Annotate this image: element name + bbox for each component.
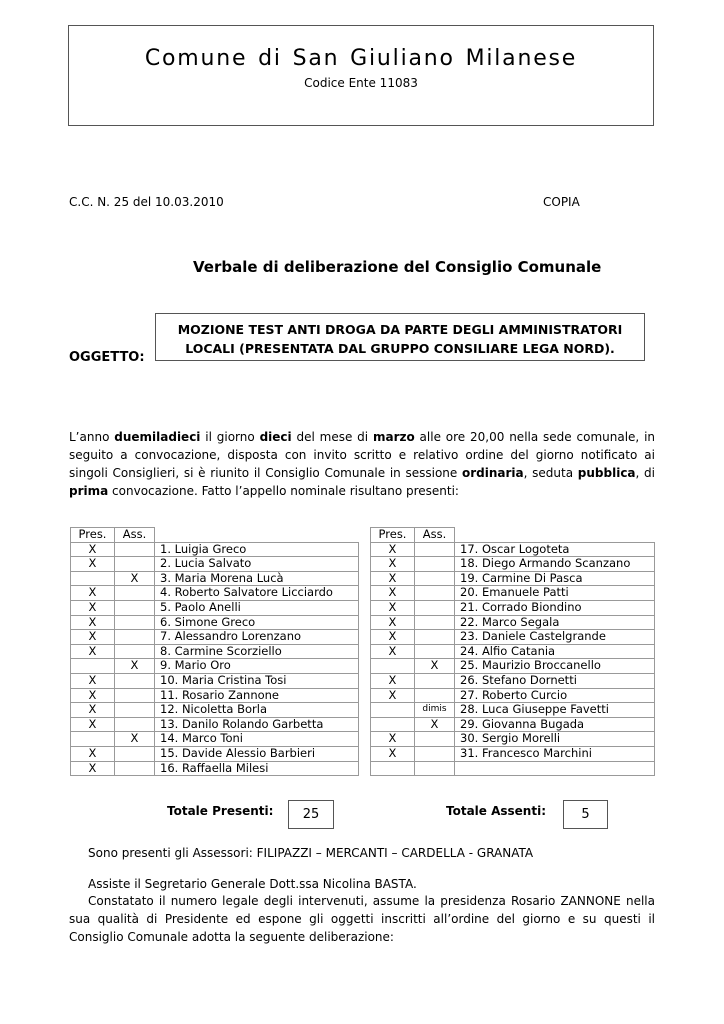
assessori-line: Sono presenti gli Assessori: FILIPAZZI – MERCANTI – CARDELLA - GRANATA <box>88 846 534 860</box>
absent-mark <box>415 571 455 586</box>
deliberation-reference: C.C. N. 25 del 10.03.2010 <box>69 195 224 209</box>
absent-mark <box>415 600 455 615</box>
col-ass-header: Ass. <box>415 528 455 543</box>
intro-paragraph <box>69 428 655 500</box>
present-mark: X <box>71 557 115 572</box>
col-pres-header: Pres. <box>371 528 415 543</box>
councillor-name: 28. Luca Giuseppe Favetti <box>455 703 655 718</box>
present-mark: X <box>71 717 115 732</box>
intro-text: convocazione. Fatto l’appello nominale risultano presenti: <box>108 484 459 498</box>
councillor-name: 9. Mario Oro <box>155 659 359 674</box>
present-mark: X <box>371 542 415 557</box>
table-row <box>71 659 359 674</box>
intro-text: , seduta <box>523 466 578 480</box>
table-row <box>371 586 655 601</box>
intro-session-type: ordinaria <box>462 466 524 480</box>
table-row <box>71 673 359 688</box>
segretario-line: Assiste il Segretario Generale Dott.ssa Nicolina BASTA. <box>88 877 417 891</box>
table-row <box>371 717 655 732</box>
present-mark: X <box>71 746 115 761</box>
absent-mark: X <box>115 732 155 747</box>
attendance-table-right <box>370 527 655 776</box>
oggetto-line-2: LOCALI (PRESENTATA DAL GRUPPO CONSILIARE LEGA NORD). <box>185 341 615 356</box>
absent-mark <box>115 542 155 557</box>
present-mark: X <box>71 644 115 659</box>
table-row <box>71 600 359 615</box>
absent-mark <box>115 586 155 601</box>
absent-mark <box>115 717 155 732</box>
absent-mark <box>415 688 455 703</box>
intro-text: , di <box>635 466 656 480</box>
present-mark <box>71 732 115 747</box>
present-mark: X <box>71 703 115 718</box>
absent-mark <box>115 630 155 645</box>
present-mark: X <box>71 761 115 776</box>
table-row <box>71 732 359 747</box>
present-mark: X <box>371 746 415 761</box>
table-row <box>71 703 359 718</box>
table-row <box>71 644 359 659</box>
present-mark: X <box>71 586 115 601</box>
present-mark: X <box>71 615 115 630</box>
councillor-name: 23. Daniele Castelgrande <box>455 630 655 645</box>
table-row <box>371 732 655 747</box>
absent-mark <box>115 600 155 615</box>
total-present-value: 25 <box>288 800 334 829</box>
table-row <box>371 542 655 557</box>
table-row <box>71 542 359 557</box>
absent-mark: X <box>415 717 455 732</box>
document-title: Verbale di deliberazione del Consiglio Comunale <box>193 258 602 276</box>
absent-mark <box>415 746 455 761</box>
table-row <box>71 586 359 601</box>
intro-text: alle ore 20,00 nella sede comunale, in seguito a convocazione, disposta con invito scritto e relativo ordine del giorno notificato ai singoli Consiglieri, si è riunito il Consiglio Comunale in sessione <box>69 430 656 480</box>
present-mark <box>371 703 415 718</box>
absent-mark: X <box>115 659 155 674</box>
intro-day: dieci <box>259 430 292 444</box>
councillor-name: 16. Raffaella Milesi <box>155 761 359 776</box>
councillor-name: 14. Marco Toni <box>155 732 359 747</box>
councillor-name: 27. Roberto Curcio <box>455 688 655 703</box>
councillor-name: 25. Maurizio Broccanello <box>455 659 655 674</box>
councillor-name: 31. Francesco Marchini <box>455 746 655 761</box>
absent-mark <box>115 557 155 572</box>
col-name-header <box>455 528 655 543</box>
councillor-name: 24. Alfio Catania <box>455 644 655 659</box>
councillor-name: 21. Corrado Biondino <box>455 600 655 615</box>
councillor-name: 5. Paolo Anelli <box>155 600 359 615</box>
present-mark <box>71 659 115 674</box>
copy-label: COPIA <box>543 195 580 209</box>
councillor-name: 2. Lucia Salvato <box>155 557 359 572</box>
present-mark: X <box>371 600 415 615</box>
absent-mark <box>115 703 155 718</box>
councillor-name: 15. Davide Alessio Barbieri <box>155 746 359 761</box>
present-mark: X <box>71 600 115 615</box>
table-row <box>371 615 655 630</box>
councillor-name: 6. Simone Greco <box>155 615 359 630</box>
table-header-row <box>71 528 359 543</box>
councillor-name: 13. Danilo Rolando Garbetta <box>155 717 359 732</box>
table-row <box>371 703 655 718</box>
councillor-name: 1. Luigia Greco <box>155 542 359 557</box>
table-row <box>371 600 655 615</box>
absent-mark <box>415 557 455 572</box>
councillor-name: 17. Oscar Logoteta <box>455 542 655 557</box>
table-row <box>71 630 359 645</box>
intro-convocation: prima <box>69 484 109 498</box>
councillor-name: 20. Emanuele Patti <box>455 586 655 601</box>
absent-mark <box>115 746 155 761</box>
councillor-name: 30. Sergio Morelli <box>455 732 655 747</box>
councillor-name <box>455 761 655 776</box>
councillor-name: 11. Rosario Zannone <box>155 688 359 703</box>
present-mark: X <box>71 673 115 688</box>
header-box <box>68 25 654 126</box>
present-mark: X <box>371 571 415 586</box>
absent-mark <box>415 586 455 601</box>
intro-month: marzo <box>372 430 415 444</box>
comune-title: Comune di San Giuliano Milanese <box>144 46 578 71</box>
absent-mark <box>415 761 455 776</box>
councillor-name: 12. Nicoletta Borla <box>155 703 359 718</box>
total-absent-value: 5 <box>563 800 608 829</box>
present-mark: X <box>71 630 115 645</box>
intro-text: il giorno <box>200 430 260 444</box>
present-mark: X <box>371 673 415 688</box>
councillor-name: 4. Roberto Salvatore Licciardo <box>155 586 359 601</box>
absent-mark <box>415 615 455 630</box>
absent-mark <box>115 688 155 703</box>
present-mark: X <box>371 688 415 703</box>
councillor-name: 3. Maria Morena Lucà <box>155 571 359 586</box>
absent-mark: X <box>115 571 155 586</box>
oggetto-box <box>155 313 645 361</box>
absent-mark <box>115 644 155 659</box>
councillor-name: 22. Marco Segala <box>455 615 655 630</box>
table-row <box>371 746 655 761</box>
councillor-name: 18. Diego Armando Scanzano <box>455 557 655 572</box>
closing-paragraph: Constatato il numero legale degli intervenuti, assume la presidenza Rosario ZANNONE nella sua qualità di Presidente ed espone gli oggetti inscritti all’ordine del giorno e su questi il Consiglio Comunale adotta la seguente deliberazione: <box>69 894 655 944</box>
table-row <box>71 688 359 703</box>
col-pres-header: Pres. <box>71 528 115 543</box>
absent-mark <box>415 542 455 557</box>
table-row <box>371 557 655 572</box>
present-mark: X <box>71 542 115 557</box>
table-row <box>371 644 655 659</box>
table-row <box>71 571 359 586</box>
present-mark <box>371 717 415 732</box>
present-mark: X <box>71 688 115 703</box>
intro-text: L’anno <box>69 430 115 444</box>
present-mark: X <box>371 557 415 572</box>
total-absent-label: Totale Assenti: <box>446 804 547 818</box>
present-mark: X <box>371 630 415 645</box>
table-row <box>371 761 655 776</box>
table-row <box>371 571 655 586</box>
absent-mark <box>415 732 455 747</box>
councillor-name: 19. Carmine Di Pasca <box>455 571 655 586</box>
councillor-name: 7. Alessandro Lorenzano <box>155 630 359 645</box>
intro-text: del mese di <box>291 430 373 444</box>
absent-mark <box>115 673 155 688</box>
oggetto-label: OGGETTO: <box>69 350 145 365</box>
councillor-name: 10. Maria Cristina Tosi <box>155 673 359 688</box>
present-mark <box>71 571 115 586</box>
table-row <box>71 761 359 776</box>
absent-mark: X <box>415 659 455 674</box>
absent-mark <box>115 615 155 630</box>
councillor-name: 29. Giovanna Bugada <box>455 717 655 732</box>
codice-ente: Codice Ente 11083 <box>304 76 418 90</box>
present-mark <box>371 761 415 776</box>
intro-year: duemiladieci <box>114 430 201 444</box>
table-row <box>371 630 655 645</box>
table-row <box>371 688 655 703</box>
councillor-name: 8. Carmine Scorziello <box>155 644 359 659</box>
present-mark: X <box>371 732 415 747</box>
table-row <box>71 615 359 630</box>
absent-mark <box>415 644 455 659</box>
table-row <box>71 557 359 572</box>
present-mark: X <box>371 586 415 601</box>
councillor-name: 26. Stefano Dornetti <box>455 673 655 688</box>
absent-mark <box>115 761 155 776</box>
oggetto-line-1: MOZIONE TEST ANTI DROGA DA PARTE DEGLI AMMINISTRATORI <box>177 322 623 337</box>
present-mark: X <box>371 644 415 659</box>
col-name-header <box>155 528 359 543</box>
attendance-table-left <box>70 527 359 776</box>
col-ass-header: Ass. <box>115 528 155 543</box>
table-row <box>71 746 359 761</box>
present-mark <box>371 659 415 674</box>
table-row <box>371 673 655 688</box>
table-row <box>71 717 359 732</box>
table-row <box>371 659 655 674</box>
absent-mark <box>415 673 455 688</box>
absent-mark: dimis <box>415 703 455 718</box>
intro-sitting-type: pubblica <box>577 466 636 480</box>
present-mark: X <box>371 615 415 630</box>
table-header-row <box>371 528 655 543</box>
absent-mark <box>415 630 455 645</box>
total-present-label: Totale Presenti: <box>167 804 274 818</box>
